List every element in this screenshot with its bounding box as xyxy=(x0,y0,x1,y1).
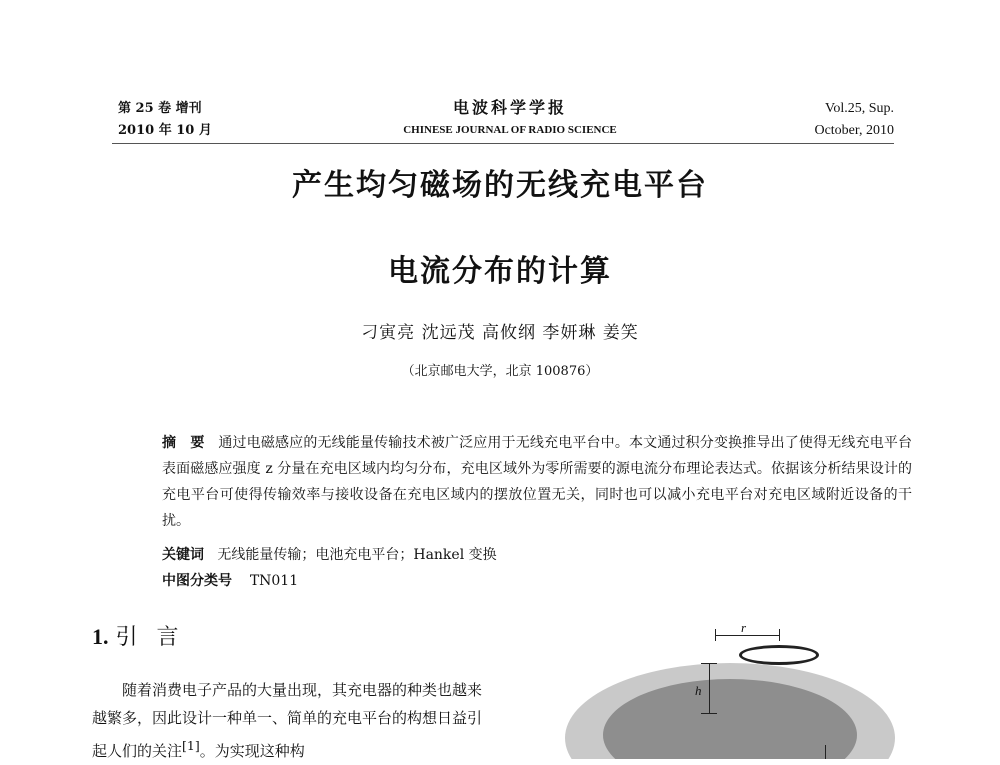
charging-platform-figure xyxy=(555,615,895,759)
h-tick-bottom xyxy=(701,713,717,714)
paper-title-line1: 产生均匀磁场的无线充电平台 xyxy=(292,168,708,203)
abstract-text: 通过电磁感应的无线能量传输技术被广泛应用于无线充电平台中。本文通过积分变换推导出了使得无线充电平台表面磁感应强度 z 分量在充电区域内均匀分布，充电区域外为零所需要的源电流分布理论表达式。依据该分析结果设计的充电平台可使得传输效率与接收设备在充电区域内的摆放位置无关，同时也可以减小充电平台对充电区域附近设备的干扰。 xyxy=(162,435,913,529)
r-dimension-line xyxy=(715,635,779,636)
abstract-label: 摘 要 xyxy=(162,435,205,451)
section-heading xyxy=(92,620,185,651)
header-volume-info xyxy=(118,98,212,142)
header-date-en: October, 2010 xyxy=(814,123,894,138)
section-number: 1. xyxy=(92,624,109,649)
header-journal xyxy=(370,96,650,140)
classification xyxy=(162,570,298,592)
body-text-tail: 。为实现这种构 xyxy=(199,742,305,760)
header-volume-en: Vol.25, Sup. xyxy=(825,101,894,116)
receiver-coil xyxy=(739,645,819,665)
label-r: r xyxy=(741,620,747,635)
classification-code: TN011 xyxy=(249,573,299,589)
section-title: 引 言 xyxy=(115,625,185,650)
paper-title-line2: 电流分布的计算 xyxy=(388,254,612,289)
h-dimension-line xyxy=(709,663,710,713)
header-divider xyxy=(112,143,894,144)
citation: [1] xyxy=(182,738,200,753)
label-h: h xyxy=(695,683,702,698)
r-tick-left xyxy=(715,629,716,641)
body-text: 随着消费电子产品的大量出现，其充电器的种类也越来越繁多，因此设计一种单一、简单的充电平台的构想日益引起人们的关注 xyxy=(92,681,483,760)
header-volume-info-en xyxy=(814,98,894,142)
r-tick-right xyxy=(779,629,780,641)
keywords-text: 无线能量传输；电池充电平台；Hankel 变换 xyxy=(217,547,497,563)
body-paragraph xyxy=(92,676,482,765)
classification-label: 中图分类号 xyxy=(162,573,232,589)
header-date: 2010 年 10 月 xyxy=(118,123,212,138)
keywords-label: 关键词 xyxy=(162,547,204,563)
axis-line xyxy=(825,745,826,759)
journal-name-cn: 电波科学学报 xyxy=(452,98,567,117)
header-volume: 第 25 卷 增刊 xyxy=(118,101,202,116)
journal-name-en: CHINESE JOURNAL OF RADIO SCIENCE xyxy=(403,124,617,136)
keywords xyxy=(162,544,497,566)
affiliation: （北京邮电大学，北京 100876） xyxy=(401,364,599,379)
author-list: 刁寅亮 沈远茂 高攸纲 李妍琳 姜笑 xyxy=(361,323,639,343)
abstract xyxy=(162,430,912,534)
